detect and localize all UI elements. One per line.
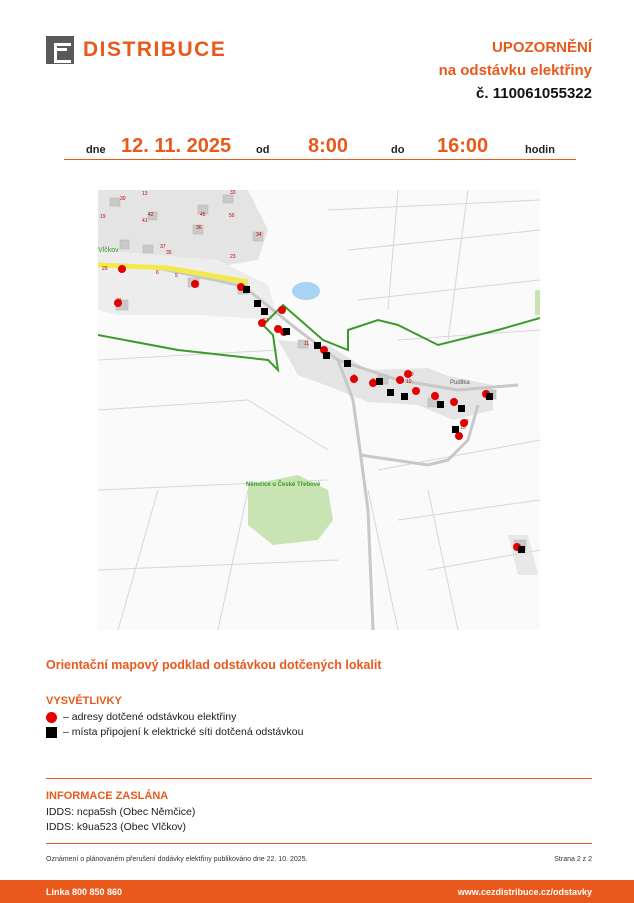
connection-point xyxy=(344,360,351,367)
house-number: 33 xyxy=(116,298,122,304)
cez-logo-icon xyxy=(46,36,74,64)
map-caption: Orientační mapový podklad odstávkou dotčených lokalit xyxy=(46,658,382,672)
house-number: 34 xyxy=(256,232,262,238)
house-number: 36 xyxy=(196,225,202,231)
house-number: 45 xyxy=(200,212,206,218)
address-marker xyxy=(278,306,286,314)
connection-point xyxy=(314,342,321,349)
house-number: 50 xyxy=(229,213,235,219)
info-line: IDDS: ncpa5sh (Obec Němčice) xyxy=(46,806,196,818)
house-number: 30 xyxy=(120,196,126,202)
hours-label: hodin xyxy=(525,144,555,156)
footer-bar xyxy=(0,880,634,903)
house-number: 24 xyxy=(192,281,198,287)
house-number: 10 xyxy=(408,372,414,378)
day-label: dne xyxy=(86,144,106,156)
to-time: 16:00 xyxy=(437,135,489,157)
map-graphic xyxy=(98,190,540,630)
connection-point xyxy=(437,401,444,408)
pond xyxy=(292,282,320,300)
connection-point xyxy=(387,389,394,396)
publication-note: Oznámení o plánovaném přerušení dodávky elektřiny publikováno dne 22. 10. 2025. xyxy=(46,856,308,863)
house-number: 53 xyxy=(263,318,269,324)
connection-point xyxy=(458,405,465,412)
black-square-icon xyxy=(46,727,57,738)
info-line: IDDS: k9ua523 (Obec Vlčkov) xyxy=(46,821,187,833)
house-number: 13 xyxy=(142,191,148,197)
house-number: 20 xyxy=(515,544,521,550)
legend-item-connections xyxy=(46,726,303,738)
brand-name: DISTRIBUCE xyxy=(83,38,227,61)
legend-item-addresses xyxy=(46,711,236,723)
house-number: 41 xyxy=(142,218,148,224)
connection-point xyxy=(261,308,268,315)
park xyxy=(535,290,540,315)
map-label-street: Pudilka xyxy=(450,380,470,386)
legend-text: – adresy dotčené odstávkou elektřiny xyxy=(63,711,237,723)
house-number: 37 xyxy=(160,244,166,250)
house-number: 29 xyxy=(102,266,108,272)
connection-point xyxy=(283,328,290,335)
notice-subtitle: na odstávku elektřiny xyxy=(438,62,592,79)
divider xyxy=(46,843,592,844)
connection-point xyxy=(254,300,261,307)
house-number: 8 xyxy=(484,390,487,396)
house-number: 33 xyxy=(230,190,236,196)
to-label: do xyxy=(391,144,405,156)
house-number: 23 xyxy=(230,254,236,260)
house-number: 6 xyxy=(156,270,159,276)
house-number: 5 xyxy=(175,273,178,279)
house-number: 42 xyxy=(148,212,154,218)
outage-date: 12. 11. 2025 xyxy=(121,135,232,157)
map-label-village-2: Němčice u České Třebové xyxy=(246,482,321,488)
house-number: 7 xyxy=(453,398,456,404)
connection-point xyxy=(401,393,408,400)
divider xyxy=(46,778,592,779)
website-link[interactable]: www.cezdistribuce.cz/odstavky xyxy=(457,887,592,897)
house-number: 11 xyxy=(304,341,310,347)
house-number: 15 xyxy=(460,425,466,431)
page-number: Strana 2 z 2 xyxy=(554,856,592,863)
connection-point xyxy=(323,352,330,359)
roads xyxy=(98,265,518,630)
house-number: 19 xyxy=(100,214,106,220)
house-number: 35 xyxy=(166,250,172,256)
legend-title: VYSVĚTLIVKY xyxy=(46,695,122,707)
house-number: 13 xyxy=(463,419,469,425)
from-label: od xyxy=(256,144,270,156)
map-label-village-1: Vlčkov xyxy=(98,247,119,254)
house-number: 17 xyxy=(276,326,282,332)
house-number: 12 xyxy=(398,379,404,385)
outage-schedule xyxy=(64,132,576,160)
red-dot-icon xyxy=(46,712,57,723)
house-number: 14 xyxy=(457,433,463,439)
notice-header xyxy=(439,36,592,105)
notice-number: č. 110061055322 xyxy=(476,85,592,102)
cez-distribuce-logo xyxy=(46,36,226,64)
info-title: INFORMACE ZASLÁNA xyxy=(46,790,169,802)
from-time: 8:00 xyxy=(308,135,349,157)
house-number: 1 xyxy=(323,346,326,352)
notice-title: UPOZORNĚNÍ xyxy=(491,39,592,56)
house-number: 6 xyxy=(433,392,436,398)
connection-point xyxy=(243,286,250,293)
house-number: 5 xyxy=(414,388,417,394)
connection-point xyxy=(452,426,459,433)
outage-map xyxy=(98,190,540,630)
house-number: 2 xyxy=(372,378,375,384)
address-marker xyxy=(118,265,126,273)
legend-text: – místa připojení k elektrické síti dotčená odstávkou xyxy=(63,726,304,738)
house-number: 9 xyxy=(353,374,356,380)
connection-point xyxy=(376,378,383,385)
connection-point xyxy=(486,393,493,400)
house-number: 10 xyxy=(406,379,412,385)
hotline: Linka 800 850 860 xyxy=(46,887,123,897)
